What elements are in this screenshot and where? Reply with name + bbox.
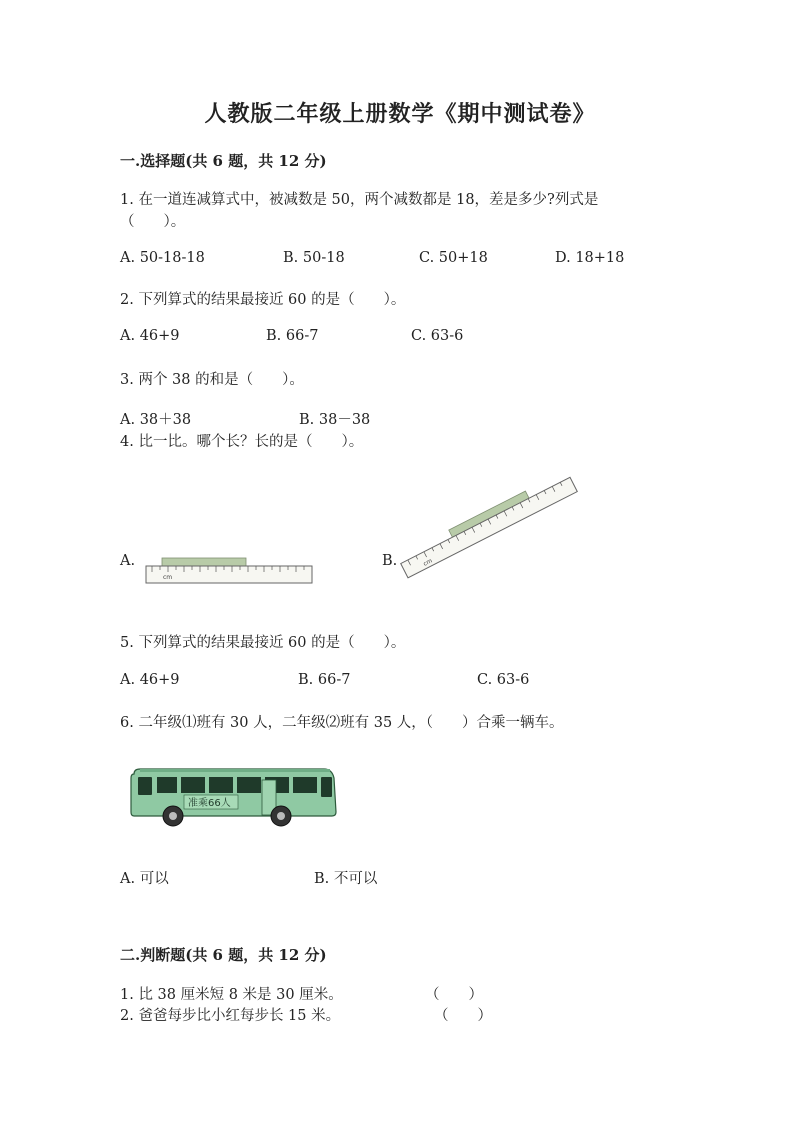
question-1-line1: 1. 在一道连减算式中，被减数是 50，两个减数都是 18，差是多少?列式是 xyxy=(120,192,599,208)
question-3: 3. 两个 38 的和是（ ）。 xyxy=(120,372,304,388)
tf-item-2-answer-blank[interactable]: （ ） xyxy=(434,1008,492,1024)
question-2: 2. 下列算式的结果最接近 60 的是（ ）。 xyxy=(120,292,406,308)
q2-option-b[interactable]: B. 66-7 xyxy=(266,328,319,344)
question-1-line2: （ ）。 xyxy=(120,214,186,230)
q1-option-c[interactable]: C. 50+18 xyxy=(419,250,488,266)
q5-option-b[interactable]: B. 66-7 xyxy=(298,672,351,688)
question-4: 4. 比一比。哪个长？长的是（ ）。 xyxy=(120,434,364,450)
q6-option-b[interactable]: B. 不可以 xyxy=(314,871,378,887)
q5-option-c[interactable]: C. 63-6 xyxy=(477,672,530,688)
bus-capacity-sign: 准乘66人 xyxy=(188,798,231,809)
q3-option-b[interactable]: B. 38－38 xyxy=(299,412,371,428)
q4-option-b[interactable]: B. xyxy=(382,553,398,569)
ruler-a-unit: cm xyxy=(163,574,173,581)
q1-option-a[interactable]: A. 50-18-18 xyxy=(120,250,205,266)
question-6: 6. 二年级⑴班有 30 人，二年级⑵班有 35 人，（ ）合乘一辆车。 xyxy=(120,715,564,731)
q3-option-a[interactable]: A. 38＋38 xyxy=(120,412,192,428)
q2-option-a[interactable]: A. 46+9 xyxy=(120,328,180,344)
bus-illustration xyxy=(128,766,340,828)
q1-option-d[interactable]: D. 18+18 xyxy=(555,250,625,266)
section-heading-true-false: 二.判断题(共 6 题，共 12 分) xyxy=(120,946,327,964)
q4-option-a[interactable]: A. xyxy=(120,553,136,569)
q1-option-b[interactable]: B. 50-18 xyxy=(283,250,345,266)
q6-option-a[interactable]: A. 可以 xyxy=(120,871,169,887)
ruler-b-illustration xyxy=(395,480,580,585)
section-heading-choice: 一.选择题(共 6 题，共 12 分) xyxy=(120,152,327,170)
page-title: 人教版二年级上册数学《期中测试卷》 xyxy=(204,101,596,127)
ruler-a-illustration xyxy=(140,552,320,592)
tf-item-1-answer-blank[interactable]: （ ） xyxy=(425,987,483,1003)
q5-option-a[interactable]: A. 46+9 xyxy=(120,672,180,688)
tf-item-1: 1. 比 38 厘米短 8 米是 30 厘米。 xyxy=(120,987,343,1003)
bus-roof-stripe xyxy=(140,769,330,772)
ruler-b-unit: cm xyxy=(422,557,434,568)
question-5: 5. 下列算式的结果最接近 60 的是（ ）。 xyxy=(120,635,406,651)
q2-option-c[interactable]: C. 63-6 xyxy=(411,328,464,344)
tf-item-2: 2. 爸爸每步比小红每步长 15 米。 xyxy=(120,1008,341,1024)
